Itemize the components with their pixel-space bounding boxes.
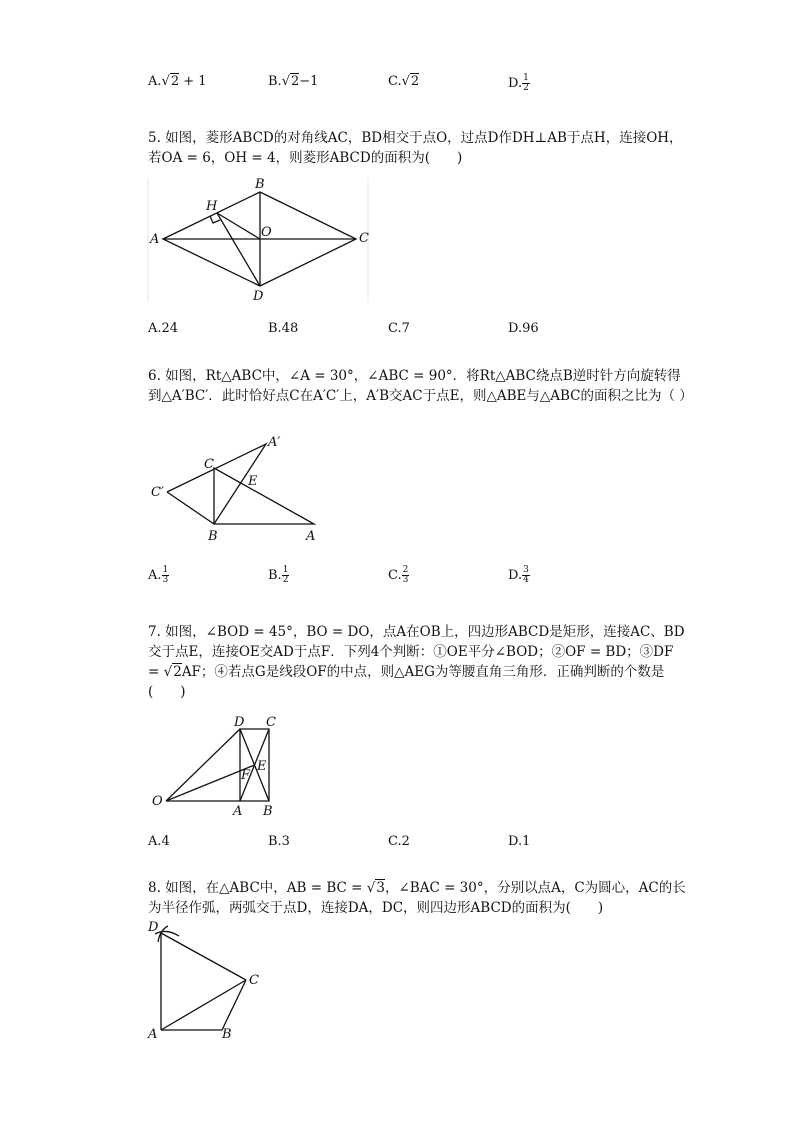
q7-label-f: F [241,768,251,783]
q5-options [148,321,708,341]
q7-options [148,834,708,854]
q7-label-o: O [152,794,163,809]
q7-rectangle-figure [146,712,286,820]
q5-label-d: D [253,289,264,304]
q4-options [148,74,708,94]
q6-options [148,566,708,586]
q6-option-a[interactable]: A. $\frac{1}{3}$ [148,565,169,585]
q7-text: 7. 如图，∠BOD = 45°，BO = DO，点A在OB上，四边形ABCD是矩形，连接AC、BD交于点E，连接OE交AD于点F．下列4个判断：①OE平分∠BOD；②OF = BD；③DF = √2AF；④若点G是线段OF的中点，则△AEG为等腰直角三角形．正确判断的个数是( ) [148,624,685,700]
q8-label-b: B [222,1027,232,1042]
q5-label-h: H [206,199,218,214]
q7-option-b[interactable]: B.3 [268,834,290,849]
q7-label-b: B [263,804,273,819]
q5-option-b[interactable]: B.48 [268,321,299,336]
q6-option-b[interactable]: B. $\frac{1}{2}$ [268,565,289,585]
q8-label-d: D [148,920,159,935]
q8-label-c: C [249,973,259,988]
q6-option-c[interactable]: C. $\frac{2}{3}$ [388,565,409,585]
q6-label-b: B [208,529,218,544]
q5-option-d[interactable]: D.96 [508,321,539,336]
q8-quadrilateral-figure [146,918,276,1046]
q4-option-d[interactable]: D. $\frac{1}{2}$ [508,73,529,93]
q4-option-b[interactable]: B.√2−1 [268,74,319,89]
q5-option-a[interactable]: A.24 [148,321,179,336]
q4-option-c[interactable]: C.√2 [388,74,420,89]
q5-label-b: B [255,177,265,192]
q5-rhombus-figure [146,176,378,306]
q5-option-c[interactable]: C.7 [388,321,410,336]
q5-label-o: O [261,225,272,240]
q5-label-a: A [150,232,160,247]
q6-label-c: C [204,457,214,472]
q6-rotation-figure [146,432,336,547]
q7-label-c: C [266,715,276,730]
q5-text: 5. 如图，菱形ABCD的对角线AC，BD相交于点O，过点D作DH⊥AB于点H，连接OH，若OA = 6，OH = 4，则菱形ABCD的面积为( ) [148,130,683,166]
q8-text: 8. 如图，在△ABC中，AB = BC = √3，∠BAC = 30°，分别以点A，C为圆心，AC的长为半径作弧，两弧交于点D，连接DA，DC，则四边形ABCD的面积为( ) [148,880,686,916]
q6-label-e: E [248,474,258,489]
q6-option-d[interactable]: D. $\frac{3}{4}$ [508,565,529,585]
q6-text: 6. 如图，Rt△ABC中，∠A = 30°，∠ABC = 90°．将Rt△ABC绕点B逆时针方向旋转得到△A′BC′．此时恰好点C在A′C′上，A′B交AC于点E，则△ABE与△ABC的面积之比为（ ） [148,368,693,404]
q7-option-a[interactable]: A.4 [148,834,170,849]
q8-label-a: A [148,1027,158,1042]
q6-label-c1: C′ [151,485,164,500]
q7-label-a: A [233,804,243,819]
q5-label-c: C [359,231,369,246]
q4-option-a[interactable]: A.√2 + 1 [148,74,207,89]
q7-label-d: D [234,715,245,730]
q7-option-c[interactable]: C.2 [388,834,410,849]
q6-label-a: A [306,529,316,544]
q7-label-e: E [257,759,267,774]
q6-label-a1: A′ [268,435,281,450]
q7-option-d[interactable]: D.1 [508,834,531,849]
